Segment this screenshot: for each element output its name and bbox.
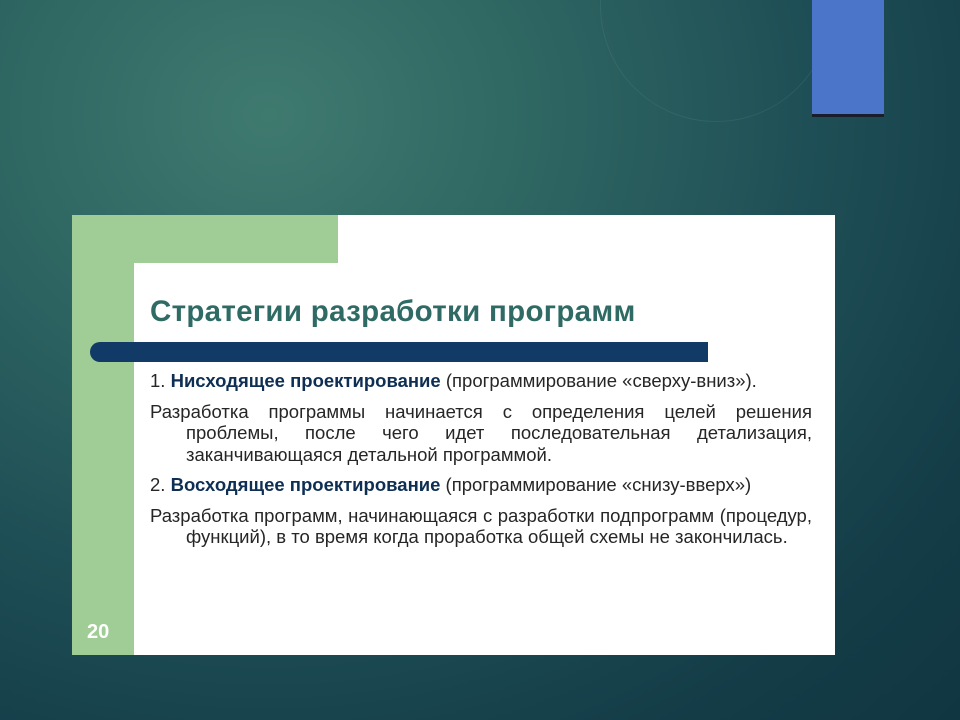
item-heading: Восходящее проектирование — [170, 474, 441, 495]
slide-number: 20 — [87, 621, 110, 643]
item-number: 2. — [150, 474, 171, 495]
list-item-bottom-up — [150, 474, 812, 496]
rounded-content-corner — [134, 263, 164, 293]
background-arc-decoration — [600, 0, 832, 122]
item-text: (программирование «снизу-вверх») — [440, 474, 752, 495]
slide-image — [72, 215, 835, 655]
item-number: 1. — [150, 370, 171, 391]
corner-accent-tab — [812, 0, 884, 117]
item-text: (программирование «сверху-вниз»). — [440, 370, 757, 391]
green-top-band — [134, 215, 338, 263]
paragraph-bottom-up-description: Разработка программ, начинающаяся с разработки подпрограмм (процедур, функций), в то время когда проработка общей схемы не закончилась. — [150, 504, 812, 547]
green-side-strip — [72, 215, 134, 655]
title-underline-bar — [90, 342, 708, 362]
slide-title: Стратегии разработки программ — [150, 295, 636, 328]
list-item-top-down — [150, 370, 812, 392]
slide-body — [150, 370, 812, 557]
item-heading: Нисходящее проектирование — [170, 370, 441, 391]
paragraph-top-down-description: Разработка программы начинается с определения целей решения проблемы, после чего идет последовательная детализация, заканчивающаяся детальной программой. — [150, 400, 812, 465]
